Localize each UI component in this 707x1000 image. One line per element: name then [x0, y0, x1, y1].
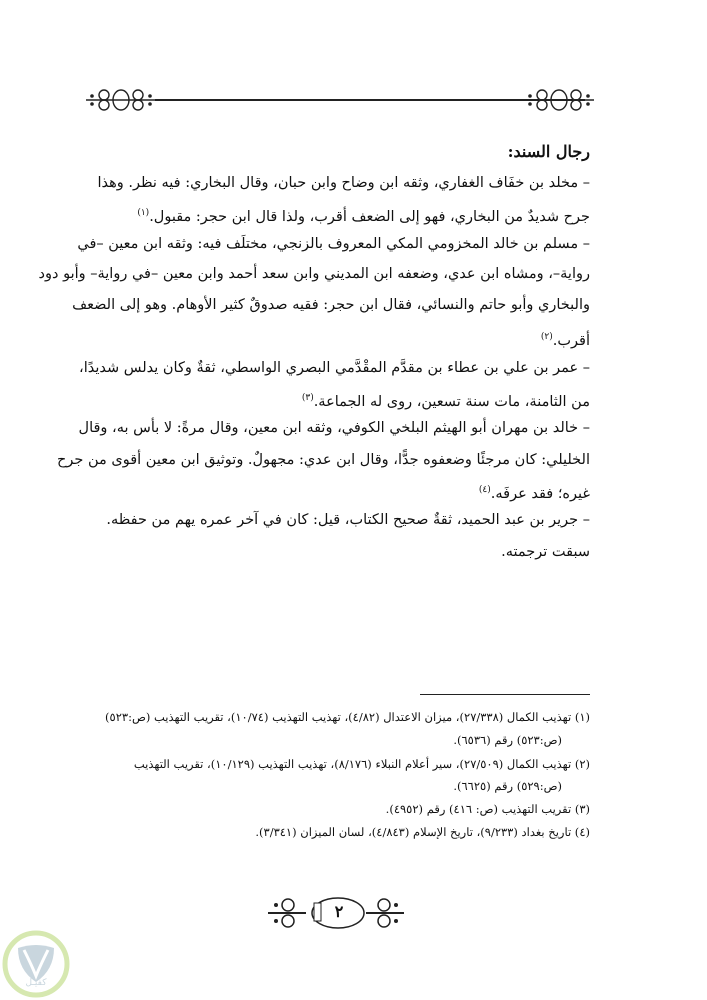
body-line	[114, 203, 590, 227]
body-line	[114, 480, 590, 504]
body-text: جرح شديدٌ من البخاري، فهو إلى الضعف أقرب، ولذا قال ابن حجر: مقبول.	[149, 208, 590, 225]
footnote: (٢) تهذيب الكمال (٢٧/٥٠٩)، سير أعلام النبلاء (٨/١٧٦)، تهذيب التهذيب (١٠/١٢٩)، تقريب التهذيب	[133, 757, 590, 771]
footnote-ref[interactable]: (٤)	[478, 485, 491, 495]
footnote-ref[interactable]: (٢)	[540, 332, 553, 342]
body-line: – عمر بن علي بن عطاء بن مقدَّم المقْدَّمي البصري الواسطي، ثقةٌ وكان يدلس شديدًا،	[79, 360, 590, 376]
body-text: من الثامنة، مات سنة تسعين، روى له الجماعة.	[313, 393, 590, 410]
body-line: – خالد بن مهران أبو الهيثم البلخي الكوفي، وثقه ابن معين، وقال مرةً: لا بأس به، وقال	[78, 420, 590, 436]
watermark-logo	[2, 930, 70, 998]
body-line: – جرير بن عبد الحميد، ثقةٌ صحيح الكتاب، قيل: كان في آخر عمره يهم من حفظه.	[106, 512, 590, 528]
page-number-ornament	[266, 893, 406, 933]
page-number: ٢	[334, 902, 344, 921]
body-line: سبقت ترجمته.	[501, 544, 590, 560]
body-line: رواية–، ومشاه ابن عدي، وضعفه ابن المديني وابن سعد أحمد وابن معين –في رواية– وأبو دود	[38, 266, 590, 282]
body-line: والبخاري وأبو حاتم والنسائي، فقال ابن حجر: فقيه صدوقٌ كثير الأوهام. وهو إلى الضعف	[72, 297, 590, 313]
body-text: غيره؛ فقد عرفَه.	[490, 485, 590, 502]
footnote-continuation: (ص:٥٢٣) رقم (٦٥٣٦).	[453, 733, 562, 747]
footnote-rule	[420, 694, 590, 695]
body-line: – مخلد بن خفَاف الغفاري، وثقه ابن وضاح وابن حبان، وقال البخاري: فيه نظر. وهذا	[97, 175, 590, 191]
body-line	[114, 388, 590, 412]
body-line	[114, 327, 590, 351]
section-heading: رجال السند:	[507, 142, 590, 161]
header-ornament-right	[522, 86, 596, 114]
footnote-continuation: (ص:٥٢٩) رقم (٦٦٢٥).	[453, 779, 562, 793]
footnote: (٤) تاريخ بغداد (٩/٢٣٣)، تاريخ الإسلام (٤/٨٤٣)، لسان الميزان (٣/٣٤١).	[255, 825, 590, 839]
footnote-ref[interactable]: (٣)	[301, 393, 314, 403]
watermark-text: كفيـل	[25, 978, 47, 988]
footnote: (١) تهذيب الكمال (٢٧/٣٣٨)، ميزان الاعتدال (٤/٨٢)، تهذيب التهذيب (١٠/٧٤)، تقريب التهذيب (ص:٥٢٣)	[105, 710, 590, 724]
footnote: (٣) تقريب التهذيب (ص: ٤١٦) رقم (٤٩٥٢).	[385, 802, 590, 816]
header-ornament-left	[84, 86, 158, 114]
body-text: أقرب.	[552, 332, 590, 349]
header-rule	[155, 99, 585, 101]
footnote-ref[interactable]: (١)	[137, 208, 150, 218]
body-line: الخليلي: كان مرجئًا وضعفوه جدًّا، وقال ابن عدي: مجهولٌ. وتوثيق ابن معين أقوى من جرح	[57, 452, 590, 468]
body-line: – مسلم بن خالد المخزومي المكي المعروف بالزنجي، مختلَف فيه: وثقه ابن معين –في	[77, 236, 590, 252]
